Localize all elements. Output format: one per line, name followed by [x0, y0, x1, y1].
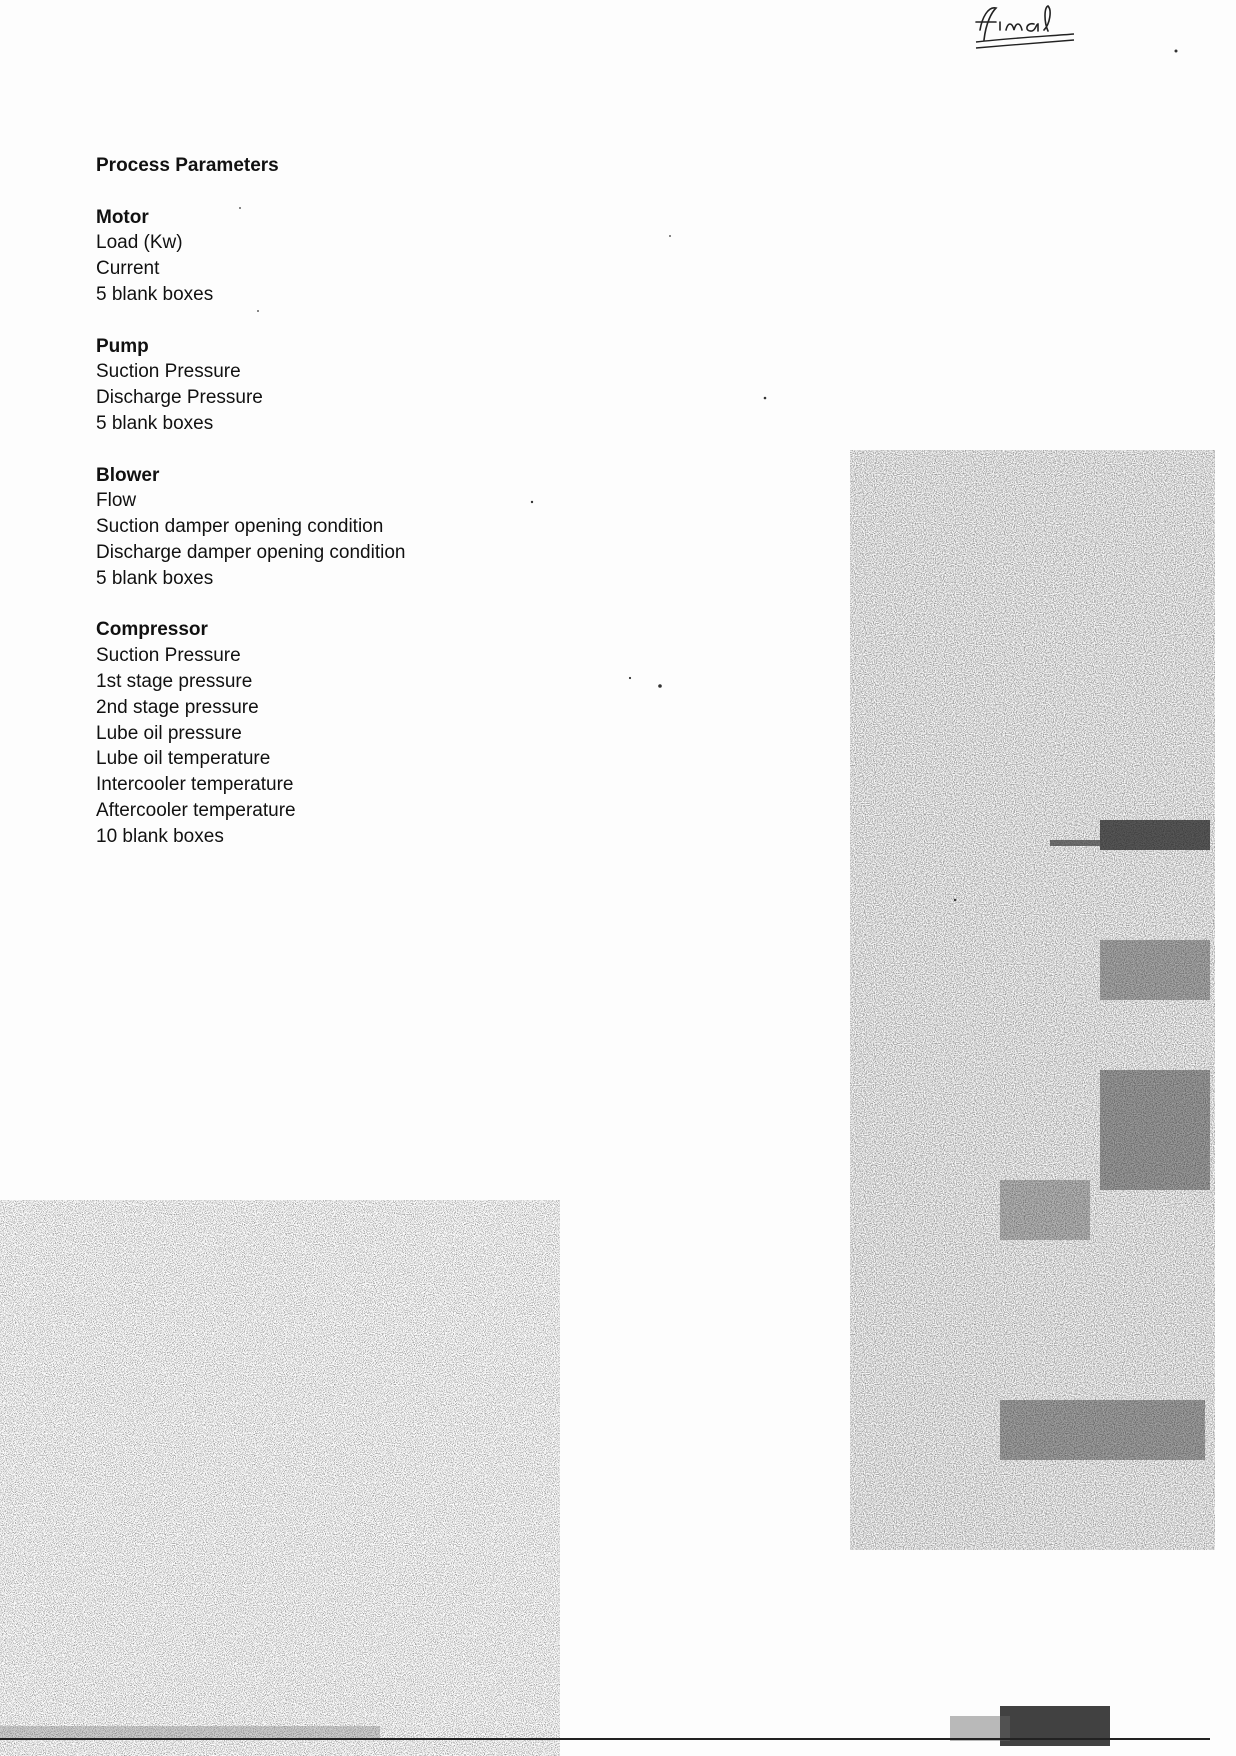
list-item: Lube oil pressure: [96, 722, 242, 744]
list-item: Suction damper opening condition: [96, 516, 384, 538]
document-title: Process Parameters: [96, 155, 279, 176]
section-heading: Pump: [96, 335, 149, 357]
section-blower: [96, 463, 616, 592]
list-item: Suction Pressure: [96, 361, 241, 383]
list-item: Load (Kw): [96, 232, 183, 254]
section-motor: [96, 205, 616, 308]
bottom-left-speckle: [0, 1200, 560, 1756]
list-item: Flow: [96, 490, 137, 512]
bottom-rule-line: [0, 1738, 1210, 1740]
handwritten-final-mark: [970, 0, 1080, 60]
list-item: 5 blank boxes: [96, 283, 214, 305]
list-item: Lube oil temperature: [96, 748, 271, 770]
section-compressor: [96, 617, 616, 849]
list-item: 5 blank boxes: [96, 412, 214, 434]
list-item: Current: [96, 258, 160, 280]
list-item: Discharge damper opening condition: [96, 541, 406, 563]
list-item: Aftercooler temperature: [96, 799, 296, 821]
list-item: Suction Pressure: [96, 645, 241, 667]
list-item: 2nd stage pressure: [96, 696, 259, 718]
section-heading: Blower: [96, 464, 160, 486]
section-heading: Compressor: [96, 619, 208, 641]
section-heading: Motor: [96, 206, 149, 228]
list-item: 10 blank boxes: [96, 825, 224, 847]
list-item: Intercooler temperature: [96, 774, 294, 796]
document-body: [96, 153, 616, 875]
section-pump: [96, 334, 616, 437]
list-item: 1st stage pressure: [96, 670, 253, 692]
list-item: Discharge Pressure: [96, 387, 263, 409]
list-item: 5 blank boxes: [96, 567, 214, 589]
